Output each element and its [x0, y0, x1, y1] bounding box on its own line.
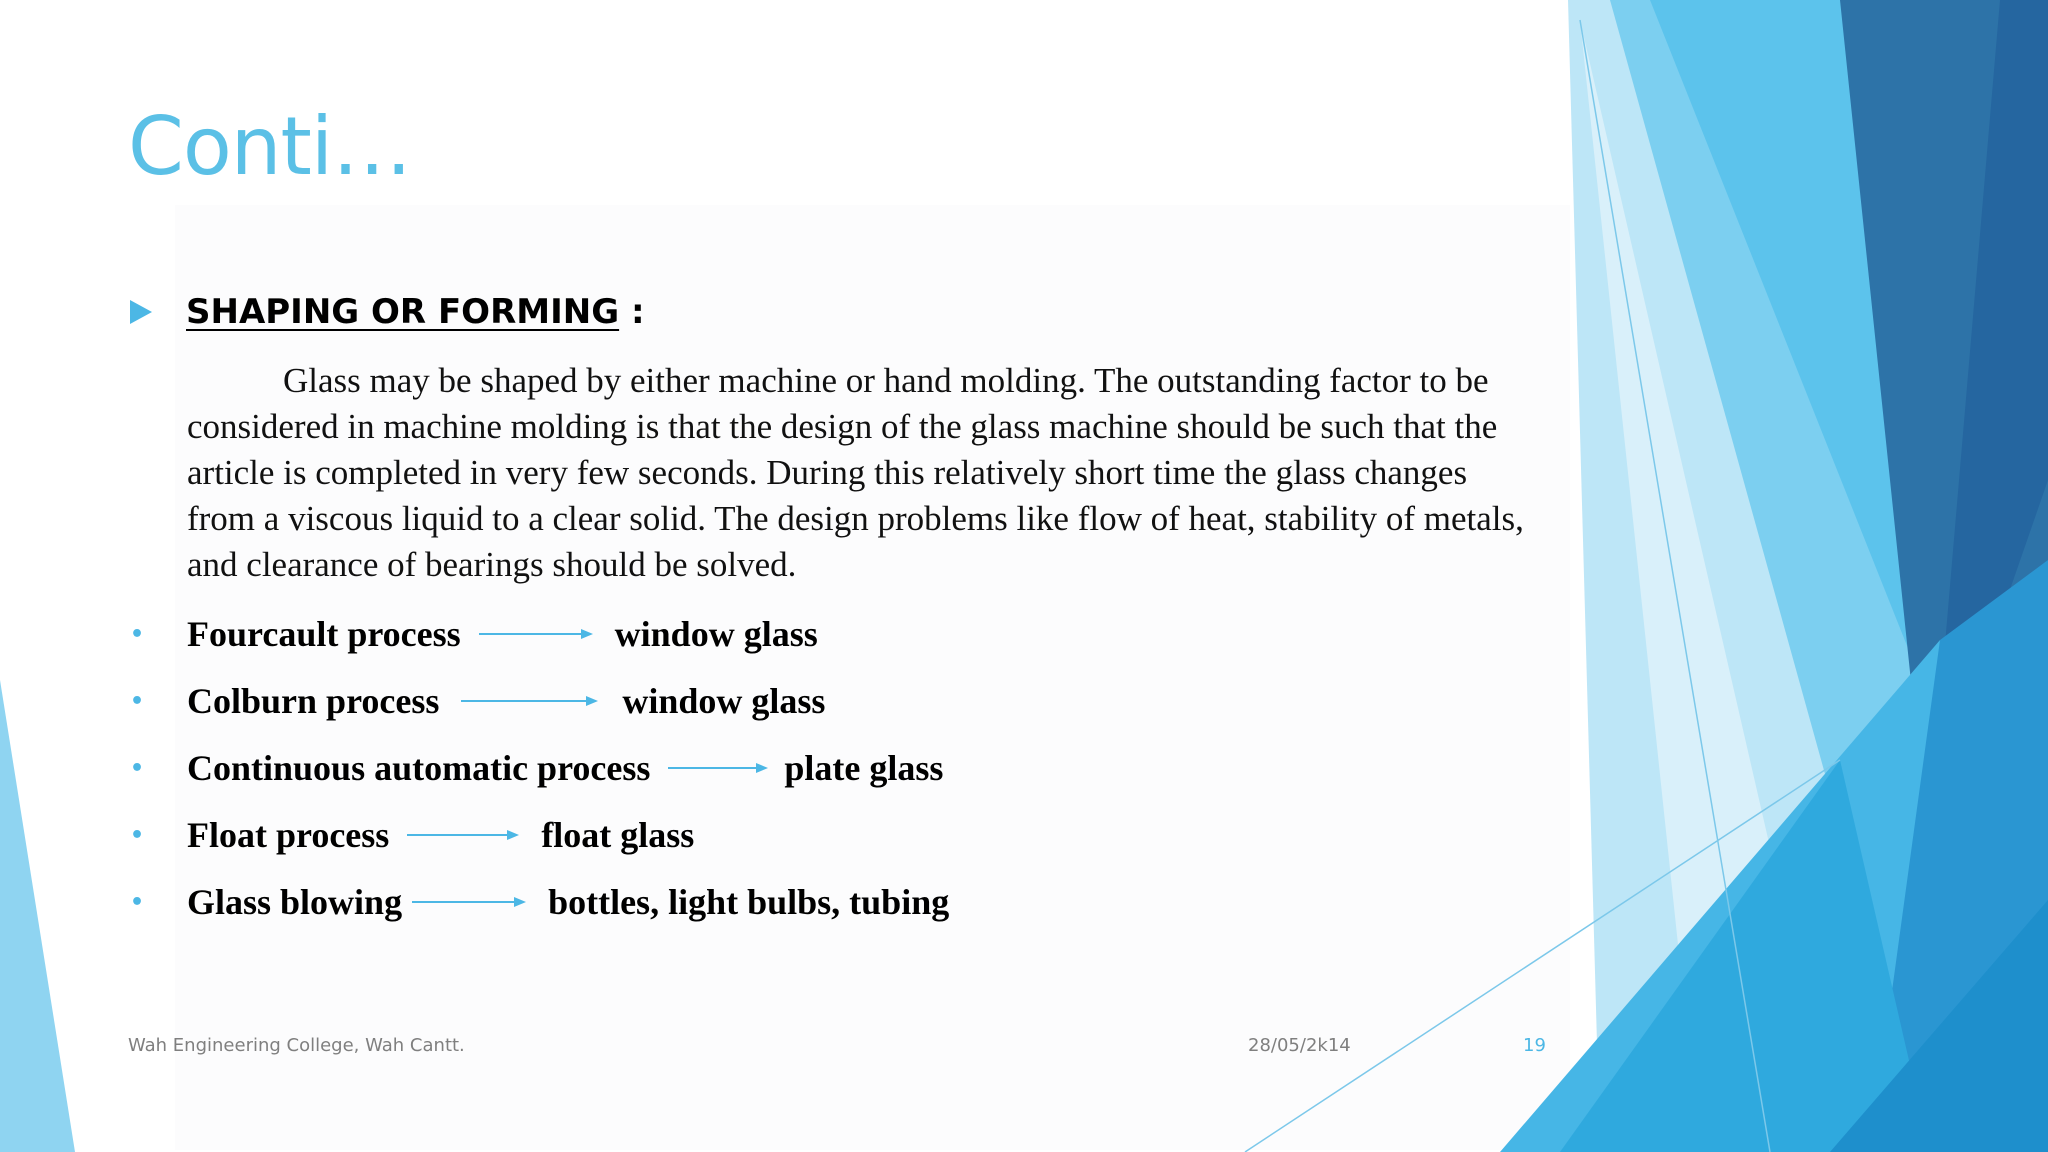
list-item	[130, 877, 949, 927]
arrow-right-icon	[479, 627, 593, 641]
triangle-bullet-icon	[130, 300, 152, 324]
page-number: 19	[1523, 1035, 1546, 1056]
body-paragraph: Glass may be shaped by either machine or hand molding. The outstanding factor to be considered in machine molding is that the design of the glass machine should be such that the article is completed in very few seconds. During this relatively short time the glass changes from a viscous liquid to a clear solid. The design problems like flow of heat, stability of metals, and clearance of bearings should be solved.	[187, 361, 1524, 584]
bullet: •	[130, 822, 145, 848]
heading-row	[130, 292, 645, 332]
bullet: •	[130, 688, 145, 714]
section-heading	[186, 292, 645, 332]
arrow-right-icon	[407, 828, 519, 842]
process-name: Glass blowing	[187, 882, 403, 922]
process-name: Fourcault process	[187, 614, 461, 654]
list-item	[130, 676, 825, 726]
product-name: plate glass	[784, 748, 944, 788]
slide-title: Conti…	[128, 100, 412, 193]
process-name: Float process	[187, 815, 390, 855]
process-name: Continuous automatic process	[187, 748, 651, 788]
product-name: float glass	[541, 815, 695, 855]
section-heading-suffix: :	[619, 292, 645, 332]
list-item	[130, 609, 818, 659]
list-item	[130, 743, 943, 793]
left-edge-shape	[0, 680, 75, 1152]
arrow-right-icon	[461, 694, 598, 708]
section-heading-text: SHAPING OR FORMING	[186, 292, 620, 332]
footer-college: Wah Engineering College, Wah Cantt.	[128, 1035, 465, 1056]
bullet: •	[130, 621, 145, 647]
list-item	[130, 810, 694, 860]
bullet: •	[130, 755, 145, 781]
product-name: window glass	[622, 681, 826, 721]
arrow-right-icon	[668, 761, 768, 775]
product-name: window glass	[614, 614, 818, 654]
process-name: Colburn process	[187, 681, 440, 721]
footer-date: 28/05/2k14	[1248, 1035, 1351, 1056]
arrow-right-icon	[412, 895, 526, 909]
product-name: bottles, light bulbs, tubing	[548, 882, 950, 922]
bullet: •	[130, 889, 145, 915]
